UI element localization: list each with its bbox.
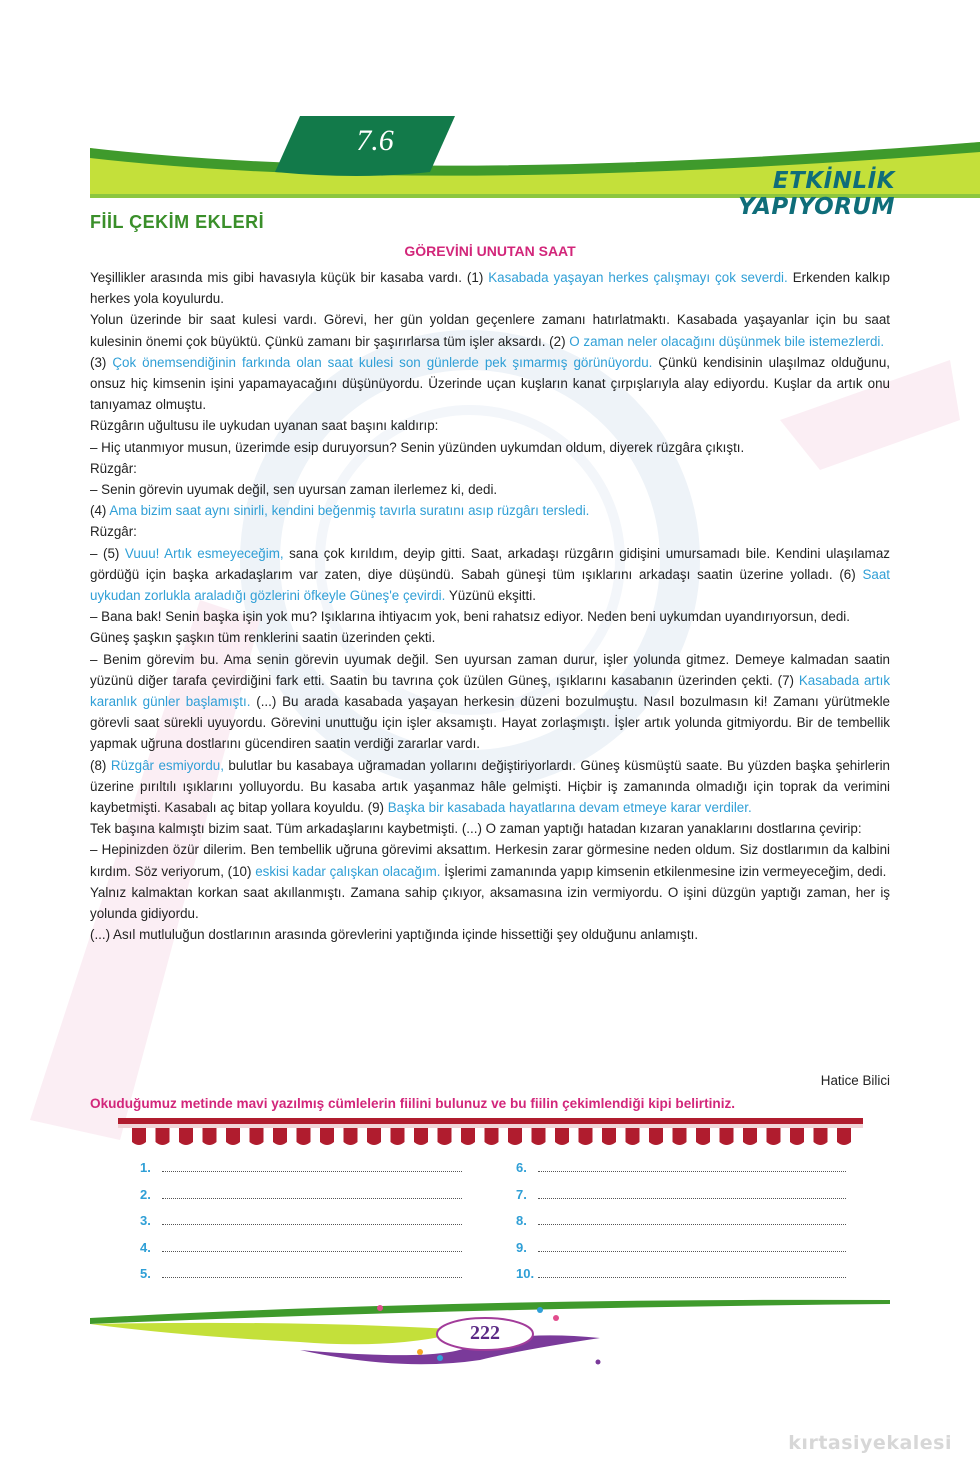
story-text: – Bana bak! Senin başka işin yok mu? Işıklarına ihtiyacım yok, beni rahatsız ediyor. Neden beni uykumdan uyandırıyorsun, dedi. [90, 609, 850, 625]
story-text: Rüzgârın uğultusu ile uykudan uyanan saat başını kaldırıp: [90, 418, 439, 434]
story-text: Erkenden kalkıp herkes yola koyulurdu. [90, 270, 890, 307]
answer-number: 8. [516, 1213, 527, 1228]
story-text: (4) [90, 503, 110, 519]
answer-blank[interactable] [162, 1265, 462, 1278]
blue-sentence: Vuuu! Artık esmeyeceğim, [124, 545, 284, 561]
answer-blank[interactable] [162, 1239, 462, 1252]
answer-row [516, 1155, 846, 1175]
blue-sentence: O zaman neler olacağını düşünmek bile istemezlerdi. [569, 333, 885, 349]
story-paragraph [90, 521, 890, 542]
story-paragraph [90, 755, 890, 819]
story-paragraph [90, 267, 890, 309]
story-paragraph [90, 458, 890, 479]
story-paragraph [90, 839, 890, 881]
answer-number: 5. [140, 1266, 151, 1281]
answer-blank[interactable] [538, 1212, 846, 1225]
answer-row [516, 1208, 846, 1228]
answer-blank[interactable] [162, 1186, 462, 1199]
story-text: (3) [90, 354, 113, 370]
section-title: FİİL ÇEKİM EKLERİ [90, 212, 265, 232]
story-paragraph [90, 606, 890, 627]
story-text: Yolun üzerinde bir saat kulesi vardı. Görevi, her gün yoldan geçenlere zamanı hatırlatmaktı. Kasabada yaşayanlar için bu saat kulesinin önemi çok büyüktü. Çünkü zamanı bir şaşırırlarsa tüm işler aksardı. (2) [90, 312, 890, 349]
blue-sentence: Ama bizim saat aynı sinirli, kendini beğenmiş tavırla suratını asıp rüzgârı tersledi. [109, 503, 590, 519]
answer-number: 7. [516, 1186, 527, 1202]
answer-row [516, 1261, 846, 1281]
story-text: Rüzgâr: [90, 460, 137, 476]
story-text: – Senin görevin uyumak değil, sen uyursan zaman ilerlemez ki, dedi. [90, 482, 498, 498]
story-paragraph [90, 882, 890, 924]
story-paragraph [90, 479, 890, 500]
page-number: 222 [470, 1322, 500, 1344]
answer-blank[interactable] [162, 1159, 462, 1172]
answer-number: 1. [140, 1160, 151, 1175]
story-paragraph [90, 437, 890, 458]
blue-sentence: Saat uykudan zorlukla araladığı gözlerini öfkeyle Güneş'e çevirdi. [90, 566, 890, 604]
answer-row [140, 1261, 462, 1281]
lesson-number: 7.6 [356, 124, 394, 157]
answer-blank[interactable] [538, 1239, 846, 1252]
story-paragraph [90, 309, 890, 351]
awning-decoration [118, 1118, 863, 1158]
answer-blank[interactable] [538, 1265, 846, 1278]
answer-row [140, 1182, 462, 1202]
blue-sentence: Kasabada artık karanlık günler başlamıştı. [90, 672, 891, 710]
story-text: – Hiç utanmıyor musun, üzerimde esip duruyorsun? Senin yüzünden uykumdan oldum, diyerek rüzgâra çıkıştı. [90, 439, 745, 455]
blue-sentence: Çok önemsendiğinin farkında olan saat kulesi son günlerde pek şımarmış görünüyordu. [112, 354, 653, 370]
story-paragraph [90, 818, 890, 839]
story-text: (8) [90, 757, 111, 773]
story-text: (...) Bu arada kasabada yaşayan herkesin düzeni bozulmuştu. Nasıl bozulmasın ki! Zamanı yürütmekle görevli saat sürekli uyuyordu. Görevini unuttuğu için işler aksamıştı. Hayat zorlaşmıştı. İşler artık yolunda gitmiyordu. Bir de tembellik yapmak uğruna dostlarını gücendiren saatin verdiği zararlar vardı. [90, 694, 890, 752]
story-text: Çünkü kendisinin ulaşılmaz olduğunu, onsuz hiç kimsenin işini yapamayacağını düşünüyordu. Üzerinde uçan kuşların kanat çırpışlarıyla alay ediyordu. Kuşlar da artık onu tanıyamaz olmuştu. [90, 354, 890, 413]
story-text: sana çok kırıldım, deyip gitti. Saat, arkadaşı rüzgârın gidişini umursamadı bile. Kendini ulaşılamaz gördüğü için başka arkadaşlarım var zaten, diye düşündü. Sabah güneşi tüm ışıklarını arkadaşı saatin üzerine yolladı. (6) [90, 545, 890, 582]
story-text: İşlerimi zamanında yapıp kimsenin etkilenmesine izin vermeyeceğim, dedi. [440, 863, 887, 879]
story-text: Yalnız kalmaktan korkan saat akıllanmıştı. Zamana sahip çıkıyor, aksamasına izin vermiyordu. O işini düzgün yaptığı zaman, her iş yolunda gidiyordu. [90, 884, 890, 922]
story-paragraph [90, 924, 890, 945]
answer-blank[interactable] [538, 1186, 846, 1199]
answer-blank[interactable] [162, 1212, 462, 1225]
story-text: Yeşillikler arasında mis gibi havasıyla küçük bir kasaba vardı. (1) [90, 270, 489, 285]
answer-row [516, 1182, 846, 1202]
answer-number: 2. [140, 1186, 151, 1202]
story-paragraph [90, 500, 890, 521]
story-paragraph [90, 352, 890, 416]
story-paragraph [90, 649, 890, 755]
story-text: Yüzünü ekşitti. [445, 588, 536, 604]
answer-row [516, 1235, 846, 1255]
story-text: Rüzgâr: [90, 524, 137, 540]
answer-number: 10. [516, 1266, 535, 1281]
story-text: – Benim görevim bu. Ama senin görevin uyumak değil. Sen uyursan zaman durur, işler yolunda gitmez. Demeye kalmadan saatin yüzünü diğer tarafa çevirdiğini fark etti. Saatin bu tavrına çok üzülen Güneş, ışıklarını kasabanın üzerinden çekti. (7) [90, 651, 890, 688]
answer-number: 6. [516, 1160, 527, 1175]
author: Hatice Bilici [820, 1073, 890, 1088]
answer-number: 3. [140, 1213, 151, 1228]
answer-number: 4. [140, 1239, 151, 1255]
answer-row [140, 1208, 462, 1228]
story-title: GÖREVİNİ UNUTAN SAAT [404, 243, 576, 259]
story-paragraph [90, 415, 890, 436]
story-text: bulutlar bu kasabaya uğramadan yollarını değiştiriyorlardı. Güneş küsmüştü saate. Bu yüzden başka şehirlerin üzerine pırıltılı ışıklarını yolluyordu. Bu kasaba artık yaşanmaz hâle gelmişti. Hiçbir iş zamanında olmadığı için toprak da verimini kaybetmişti. Kasabalı aç bitap yollara koyuldu. (9) [90, 757, 890, 816]
story-text: Tek başına kalmıştı bizim saat. Tüm arkadaşlarını kaybetmişti. (...) O zaman yaptığı hatadan kızaran yanaklarını dostlarına çevirip: [90, 821, 862, 837]
answer-number: 9. [516, 1239, 527, 1255]
story-paragraph [90, 543, 890, 607]
story-text: – (5) [90, 545, 125, 561]
answer-blank[interactable] [538, 1159, 846, 1172]
blue-sentence: Rüzgâr esmiyordu, [110, 757, 224, 773]
answer-row [140, 1155, 462, 1175]
answer-row [140, 1235, 462, 1255]
instruction-text: Okuduğumuz metinde mavi yazılmış cümlelerin fiilini bulunuz ve bu fiilin çekimlendiği kipi belirtiniz. [90, 1096, 736, 1111]
story-text: (...) Asıl mutluluğun dostlarının arasında görevlerini yaptığında içinde hissettiği şey olduğunu anlamıştı. [90, 927, 699, 943]
story-text: – Hepinizden özür dilerim. Ben tembellik uğruna görevimi aksattım. Herkesin zarar görmesine neden oldum. Siz dostlarımın da kalbini kırdım. Söz veriyorum, (10) [90, 842, 890, 879]
story-text: Güneş şaşkın şaşkın tüm renklerini saatin üzerinden çekti. [90, 630, 436, 646]
story-body [90, 267, 890, 946]
blue-sentence: Başka bir kasabada hayatlarına devam etmeye karar verdiler. [387, 800, 752, 816]
blue-sentence: eskisi kadar çalışkan olacağım. [255, 863, 441, 879]
story-paragraph [90, 627, 890, 648]
site-watermark: kırtasiyekalesi [788, 1432, 952, 1454]
blue-sentence: Kasabada yaşayan herkes çalışmayı çok severdi. [488, 270, 788, 285]
activity-banner: ETKİNLİK YAPIYORUM [738, 168, 895, 220]
